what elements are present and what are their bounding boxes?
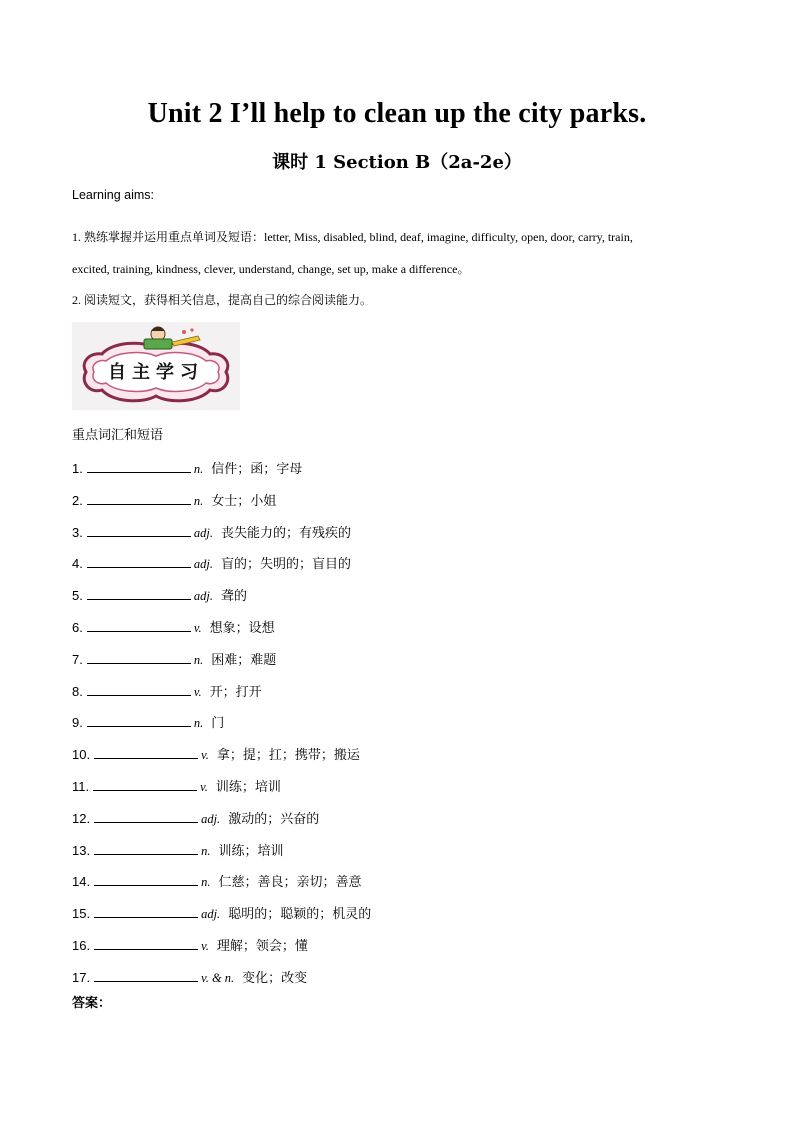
vocab-meaning: 聋的 bbox=[220, 589, 247, 605]
vocab-meaning: 信件；函；字母 bbox=[211, 462, 303, 477]
vocab-number: 11. bbox=[72, 779, 90, 794]
vocab-number: 15. bbox=[72, 906, 91, 922]
vocab-meaning: 激动的；兴奋的 bbox=[228, 811, 320, 827]
vocab-item bbox=[72, 776, 281, 795]
vocab-meaning: 困难；难题 bbox=[211, 652, 277, 668]
vocab-number: 2. bbox=[72, 492, 83, 508]
vocab-meaning: 开；打开 bbox=[209, 684, 262, 700]
vocab-item bbox=[72, 744, 360, 763]
vocab-number: 17. bbox=[72, 969, 91, 985]
page-subtitle: 课时 1 Section B（2a-2e） bbox=[272, 152, 522, 173]
vocab-item bbox=[72, 840, 283, 859]
vocab-number: 6. bbox=[72, 620, 83, 635]
vocab-answer-blank[interactable] bbox=[93, 778, 197, 791]
vocab-answer-blank[interactable] bbox=[94, 873, 198, 886]
self-study-badge bbox=[72, 322, 240, 410]
vocab-part-of-speech: v. bbox=[201, 748, 209, 763]
vocab-meaning: 聪明的；聪颖的；机灵的 bbox=[228, 907, 372, 923]
vocab-answer-blank[interactable] bbox=[87, 524, 191, 537]
vocab-number: 13. bbox=[72, 842, 91, 858]
vocab-answer-blank[interactable] bbox=[94, 842, 198, 855]
vocab-part-of-speech: n. bbox=[193, 462, 204, 476]
vocab-part-of-speech: adj. bbox=[201, 907, 221, 922]
vocab-part-of-speech: v. bbox=[193, 684, 202, 699]
vocab-answer-blank[interactable] bbox=[87, 683, 191, 696]
vocab-part-of-speech: n. bbox=[193, 493, 204, 508]
vocab-answer-blank[interactable] bbox=[87, 587, 191, 600]
vocab-meaning: 门 bbox=[211, 716, 225, 732]
learning-aims-label: Learning aims: bbox=[72, 188, 154, 202]
vocab-item bbox=[72, 871, 361, 890]
vocab-part-of-speech: adj. bbox=[193, 589, 213, 604]
aim-line-1: 1. 熟练掌握并运用重点单词及短语：letter, Miss, disabled, blind, deaf, imagine, difficulty, open, door, carry, train, bbox=[72, 230, 633, 244]
vocab-number: 5. bbox=[72, 588, 83, 604]
aim-line-2: excited, training, kindness, clever, understand, change, set up, make a difference。 bbox=[72, 262, 470, 276]
aim-line-3: 2. 阅读短文，获得相关信息，提高自己的综合阅读能力。 bbox=[72, 293, 373, 307]
vocab-answer-blank[interactable] bbox=[94, 969, 198, 982]
vocab-item bbox=[72, 617, 275, 636]
vocab-meaning: 训练；培训 bbox=[218, 843, 284, 859]
vocab-meaning: 丧失能力的；有残疾的 bbox=[220, 525, 351, 541]
vocab-answer-blank[interactable] bbox=[94, 810, 198, 823]
vocab-part-of-speech: v. bbox=[200, 780, 208, 794]
vocab-number: 16. bbox=[72, 938, 91, 953]
vocab-item bbox=[72, 522, 351, 541]
answer-label: 答案： bbox=[72, 996, 112, 1011]
vocab-answer-blank[interactable] bbox=[87, 460, 191, 473]
vocab-meaning: 女士；小姐 bbox=[211, 493, 277, 509]
vocab-meaning: 理解；领会；懂 bbox=[216, 939, 308, 954]
vocab-number: 12. bbox=[72, 810, 91, 826]
vocab-part-of-speech: v. & n. bbox=[201, 970, 235, 985]
vocab-meaning: 想象；设想 bbox=[209, 621, 275, 636]
vocab-part-of-speech: v. bbox=[201, 939, 209, 953]
vocab-answer-blank[interactable] bbox=[87, 555, 191, 568]
vocab-number: 3. bbox=[72, 524, 83, 540]
vocab-meaning: 训练；培训 bbox=[215, 780, 281, 795]
vocab-item bbox=[72, 808, 319, 827]
page-title: Unit 2 I’ll help to clean up the city parks. bbox=[147, 98, 647, 129]
vocab-item bbox=[72, 967, 307, 986]
vocab-item bbox=[72, 903, 371, 922]
vocab-number: 8. bbox=[72, 683, 83, 699]
vocab-part-of-speech: n. bbox=[201, 875, 211, 890]
vocab-number: 4. bbox=[72, 556, 83, 572]
self-study-badge-text: 自主学习 bbox=[108, 362, 204, 383]
vocab-meaning: 变化；改变 bbox=[242, 970, 308, 986]
vocab-meaning: 仁慈；善良；亲切；善意 bbox=[218, 875, 362, 891]
vocab-answer-blank[interactable] bbox=[94, 937, 198, 950]
vocab-number: 14. bbox=[72, 874, 91, 890]
vocab-part-of-speech: n. bbox=[201, 843, 211, 858]
vocab-part-of-speech: adj. bbox=[193, 525, 213, 540]
section-label: 重点词汇和短语 bbox=[72, 427, 164, 442]
vocab-answer-blank[interactable] bbox=[87, 619, 191, 632]
vocab-answer-blank[interactable] bbox=[87, 492, 191, 505]
vocab-item bbox=[72, 553, 351, 572]
vocab-answer-blank[interactable] bbox=[94, 746, 198, 759]
vocab-part-of-speech: adj. bbox=[193, 557, 213, 572]
vocab-item bbox=[72, 935, 308, 954]
vocab-part-of-speech: n. bbox=[193, 716, 204, 731]
vocab-item bbox=[72, 490, 276, 509]
vocab-item bbox=[72, 649, 276, 668]
vocab-answer-blank[interactable] bbox=[87, 714, 191, 727]
vocab-part-of-speech: v. bbox=[193, 621, 202, 635]
vocab-number: 9. bbox=[72, 715, 83, 731]
vocab-item bbox=[72, 585, 247, 604]
vocab-meaning: 拿；提；扛；携带；搬运 bbox=[216, 748, 360, 764]
vocab-number: 7. bbox=[72, 651, 83, 667]
vocab-answer-blank[interactable] bbox=[87, 651, 191, 664]
vocab-item bbox=[72, 712, 224, 731]
vocab-meaning: 盲的；失明的；盲目的 bbox=[220, 557, 351, 573]
vocab-answer-blank[interactable] bbox=[94, 905, 198, 918]
vocab-number: 1. bbox=[72, 461, 83, 476]
vocab-part-of-speech: adj. bbox=[201, 811, 221, 826]
vocab-item bbox=[72, 681, 262, 700]
vocab-number: 10. bbox=[72, 747, 91, 763]
vocab-part-of-speech: n. bbox=[193, 652, 204, 667]
vocab-item bbox=[72, 458, 302, 477]
